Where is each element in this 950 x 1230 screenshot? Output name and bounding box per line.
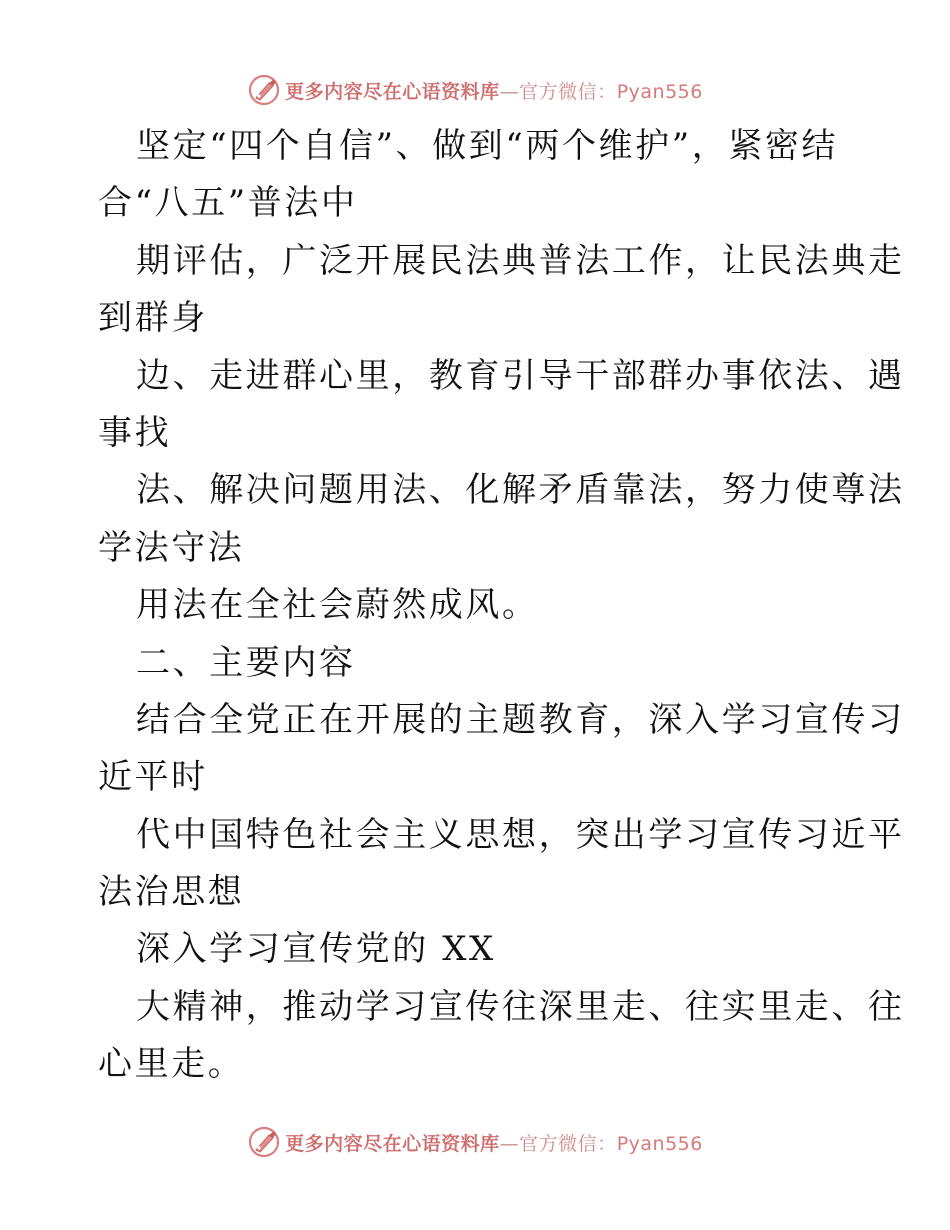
pen-nib-circle-icon	[247, 1125, 281, 1159]
watermark-text	[285, 1129, 703, 1156]
watermark-site: 更多内容尽在心语资料库	[285, 80, 500, 103]
text-line: 学法守法	[98, 527, 245, 568]
text-line: 期评估，广泛开展民法典普法工作，让民法典走	[136, 240, 905, 281]
text-line: 法治思想	[98, 872, 245, 913]
text-line: 代中国特色社会主义思想，突出学习宣传习近平	[136, 814, 905, 855]
text-line: 到群身	[98, 298, 208, 339]
text-line: 大精神，推动学习宣传往深里走、往实里走、往	[136, 986, 905, 1027]
watermark-text	[285, 77, 703, 104]
text-line: 近平时	[98, 757, 208, 798]
text-line: 深入学习宣传党的 XX	[136, 929, 496, 970]
watermark-site: 更多内容尽在心语资料库	[285, 1132, 500, 1155]
watermark-wechat-label: 官方微信：	[519, 80, 617, 103]
document-body	[98, 118, 905, 1094]
text-line: 结合全党正在开展的主题教育，深入学习宣传习	[136, 699, 905, 740]
footer-watermark	[0, 1122, 950, 1162]
text-line: 合“八五”普法中	[98, 183, 358, 224]
text-line: 法、解决问题用法、化解矛盾靠法，努力使尊法	[136, 470, 905, 511]
text-line: 事找	[98, 412, 172, 453]
watermark-wechat-id: Pyan556	[616, 80, 703, 103]
pen-nib-circle-icon	[247, 73, 281, 107]
text-line: 边、走进群心里，教育引导干部群办事依法、遇	[136, 355, 905, 396]
watermark-separator: —	[499, 80, 520, 103]
section-heading: 二、主要内容	[136, 642, 356, 683]
watermark-wechat-label: 官方微信：	[519, 1132, 617, 1155]
text-line: 心里走。	[98, 1044, 245, 1085]
text-line: 用法在全社会蔚然成风。	[136, 585, 539, 626]
watermark-separator: —	[499, 1132, 520, 1155]
watermark-wechat-id: Pyan556	[616, 1132, 703, 1155]
header-watermark	[0, 70, 950, 110]
text-line: 坚定“四个自信”、做到“两个维护”，紧密结	[136, 126, 839, 166]
